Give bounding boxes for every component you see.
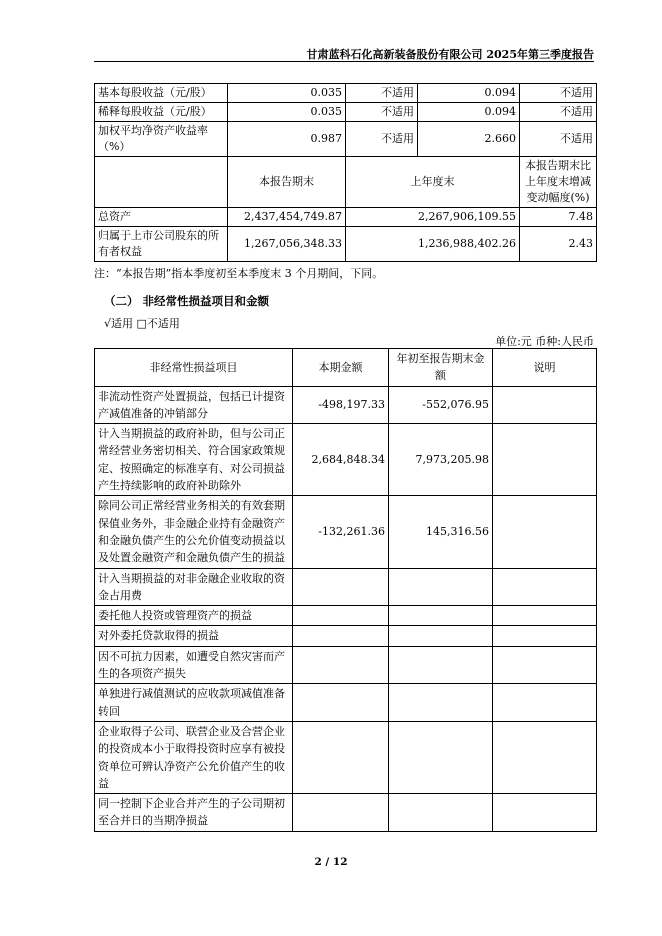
ytd-amount: [389, 794, 493, 832]
column-header-change: 本报告期末比上年度末增减变动幅度(%): [520, 157, 597, 208]
nonrecurring-items-body: [95, 386, 597, 831]
table-row: [95, 424, 597, 496]
item-description: 对外委托贷款取得的损益: [95, 626, 293, 646]
cell-value: 不适用: [520, 84, 597, 103]
column-header-note: 说明: [493, 349, 597, 387]
current-amount: [293, 626, 389, 646]
nonrecurring-items-table: [94, 348, 597, 832]
item-description: 企业取得子公司、联营企业及合营企业的投资成本小于取得投资时应享有被投资单位可辨认净资产公允价值产生的收益: [95, 721, 293, 793]
cell-value: 不适用: [520, 103, 597, 122]
column-header-item: 非经常性损益项目: [95, 349, 293, 387]
row-label: 稀释每股收益（元/股）: [95, 103, 228, 122]
item-description: 同一控制下企业合并产生的子公司期初至合并日的当期净损益: [95, 794, 293, 832]
empty-cell: [95, 157, 228, 208]
item-description: 委托他人投资或管理资产的损益: [95, 606, 293, 626]
column-header-current-end: 本报告期末: [228, 157, 346, 208]
ytd-amount: [389, 568, 493, 606]
applicability-checkbox-line: √适用 □不适用: [104, 317, 180, 330]
row-label: 加权平均净资产收益率（%）: [95, 122, 228, 157]
column-header-current: 本期金额: [293, 349, 389, 387]
cell-value: 2.660: [418, 122, 520, 157]
column-header-ytd: 年初至报告期末金额: [389, 349, 493, 387]
cell-value: 0.987: [228, 122, 346, 157]
financial-indicators-table: [94, 83, 597, 262]
item-note: [493, 684, 597, 722]
table-header-row: [95, 349, 597, 387]
table-row: [95, 103, 597, 122]
row-label: 归属于上市公司股东的所有者权益: [95, 227, 228, 262]
cell-value: 2,267,906,109.55: [346, 208, 520, 227]
cell-value: 0.094: [418, 84, 520, 103]
current-amount: [293, 646, 389, 684]
table-row: [95, 84, 597, 103]
item-description: 除同公司正常经营业务相关的有效套期保值业务外，非金融企业持有金融资产和金融负债产生的公允价值变动损益以及处置金融资产和金融负债产生的损益: [95, 496, 293, 568]
cell-value: 0.094: [418, 103, 520, 122]
table-header-row: [95, 157, 597, 208]
page-header: 甘肃蓝科石化高新装备股份有限公司 2025年第三季度报告: [306, 48, 594, 61]
table-row: [95, 496, 597, 568]
cell-value: 不适用: [520, 122, 597, 157]
current-amount: 2,684,848.34: [293, 424, 389, 496]
item-note: [493, 424, 597, 496]
item-note: [493, 568, 597, 606]
table-row: [95, 646, 597, 684]
table-row: [95, 122, 597, 157]
ytd-amount: -552,076.95: [389, 386, 493, 424]
item-description: 单独进行减值测试的应收款项减值准备转回: [95, 684, 293, 722]
cell-value: 7.48: [520, 208, 597, 227]
current-amount: -132,261.36: [293, 496, 389, 568]
item-note: [493, 721, 597, 793]
cell-value: 不适用: [346, 122, 418, 157]
table-note: 注：“本报告期”指本季度初至本季度末 3 个月期间，下同。: [94, 267, 384, 280]
current-amount: [293, 606, 389, 626]
table-row: [95, 227, 597, 262]
column-header-last-year-end: 上年度末: [346, 157, 520, 208]
current-amount: [293, 721, 389, 793]
cell-value: 不适用: [346, 84, 418, 103]
item-note: [493, 646, 597, 684]
table-row: [95, 626, 597, 646]
table-row: [95, 568, 597, 606]
table-row: [95, 208, 597, 227]
row-label: 总资产: [95, 208, 228, 227]
cell-value: 0.035: [228, 84, 346, 103]
ytd-amount: 7,973,205.98: [389, 424, 493, 496]
cell-value: 2,437,454,749.87: [228, 208, 346, 227]
ytd-amount: 145,316.56: [389, 496, 493, 568]
current-amount: [293, 568, 389, 606]
cell-value: 1,236,988,402.26: [346, 227, 520, 262]
item-description: 计入当期损益的对非金融企业收取的资金占用费: [95, 568, 293, 606]
ytd-amount: [389, 626, 493, 646]
ytd-amount: [389, 646, 493, 684]
table-row: [95, 684, 597, 722]
cell-value: 2.43: [520, 227, 597, 262]
unit-currency-line: 单位:元 币种:人民币: [495, 335, 594, 348]
ytd-amount: [389, 684, 493, 722]
cell-value: 不适用: [346, 103, 418, 122]
table-row: [95, 721, 597, 793]
cell-value: 1,267,056,348.33: [228, 227, 346, 262]
item-description: 因不可抗力因素，如遭受自然灾害而产生的各项资产损失: [95, 646, 293, 684]
ytd-amount: [389, 606, 493, 626]
ytd-amount: [389, 721, 493, 793]
cell-value: 0.035: [228, 103, 346, 122]
item-note: [493, 386, 597, 424]
item-description: 非流动性资产处置损益，包括已计提资产减值准备的冲销部分: [95, 386, 293, 424]
item-note: [493, 496, 597, 568]
item-note: [493, 626, 597, 646]
current-amount: [293, 794, 389, 832]
table-row: [95, 606, 597, 626]
row-label: 基本每股收益（元/股）: [95, 84, 228, 103]
item-note: [493, 794, 597, 832]
table-row: [95, 386, 597, 424]
table-row: [95, 794, 597, 832]
header-rule: [94, 61, 594, 62]
current-amount: [293, 684, 389, 722]
item-description: 计入当期损益的政府补助，但与公司正常经营业务密切相关、符合国家政策规定、按照确定的标准享有、对公司损益产生持续影响的政府补助除外: [95, 424, 293, 496]
page-number: 2 / 12: [314, 856, 348, 868]
item-note: [493, 606, 597, 626]
section-title: （二） 非经常性损益项目和金额: [104, 294, 270, 308]
current-amount: -498,197.33: [293, 386, 389, 424]
